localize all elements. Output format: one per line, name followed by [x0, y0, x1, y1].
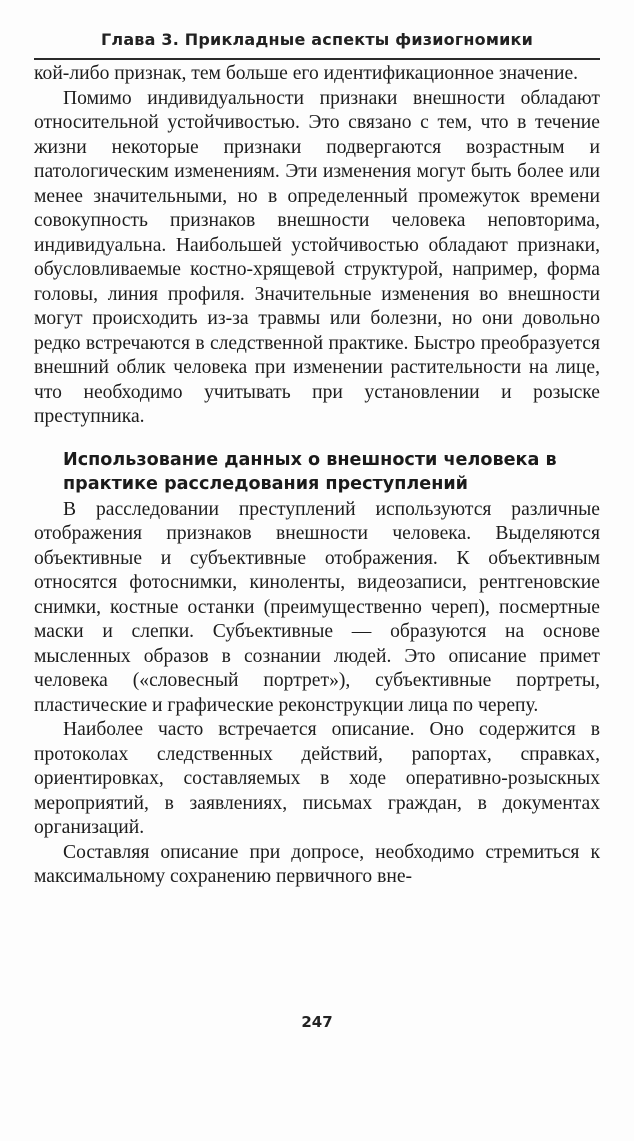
- paragraph-reflections: В расследовании преступлений используются различные отображения признаков внешности человека. Выделяются объективные и субъективные отображения. К объективным относятся фотоснимки, киноленты, видеозаписи, рентгеновские снимки, костные останки (преимущественно череп), посмертные маски и слепки. Субъективные — образуются на основе мысленных образов в сознании людей. Это описание примет человека («словесный портрет»), субъективные портреты, пластические и графические реконструкции лица по черепу.: [34, 498, 600, 716]
- paragraph-continued: кой-либо признак, тем больше его идентификационное значение.: [34, 63, 579, 84]
- running-head: Глава 3. Прикладные аспекты физиогномики: [101, 30, 533, 49]
- section-heading: Использование данных о внешности человека в практике расследования преступлений: [63, 449, 557, 494]
- paragraph-interrogation: Составляя описание при допросе, необходимо стремиться к максимальному сохранению первичного вне-: [34, 841, 600, 887]
- page-number: 247: [301, 1013, 333, 1031]
- header-rule: [34, 58, 600, 60]
- page-body: [34, 62, 600, 890]
- paragraph-description: Наиболее часто встречается описание. Оно содержится в протоколах следственных действий, рапортах, справках, ориентировках, составляемых в ходе оперативно-розыскных мероприятий, в заявлениях, письмах граждан, в документах организаций.: [34, 719, 600, 838]
- paragraph-stability: Помимо индивидуальности признаки внешности обладают относительной устойчивостью. Это связано с тем, что в течение жизни некоторые признаки подвергаются возрастным и патологическим изменениям. Эти изменения могут быть более или менее значительными, но в определенный промежуток времени совокупность признаков внешности человека неповторима, индивидуальна. Наибольшей устойчивостью обладают признаки, обусловливаемые костно-хрящевой структурой, например, форма головы, линия профиля. Значительные изменения во внешности могут происходить из-за травмы или болезни, но они довольно редко встречаются в следственной практике. Быстро преобразуется внешний облик человека при изменении растительности на лице, что необходимо учитывать при установлении и розыске преступника.: [34, 87, 600, 427]
